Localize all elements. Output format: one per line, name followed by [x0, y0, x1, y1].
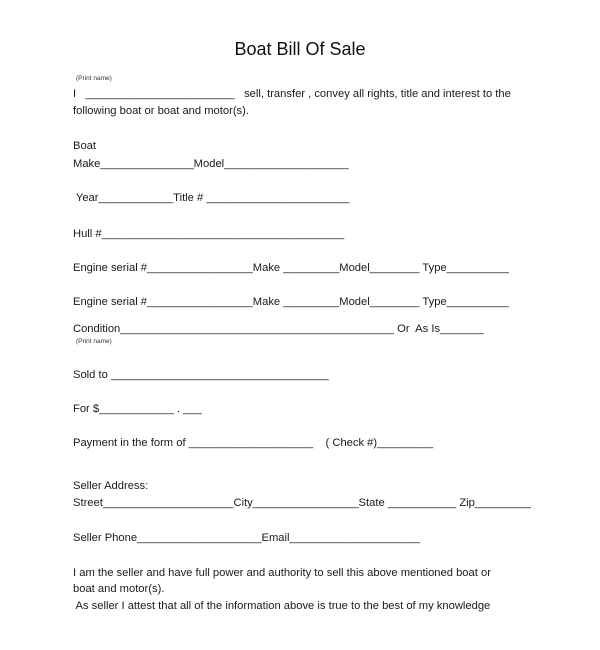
engine-line-1: Engine serial #_________________Make _________Model________ Type__________: [73, 262, 509, 274]
condition-line: Condition____________________________________________ Or As Is_______: [73, 323, 484, 335]
attest-line-2: boat and motor(s).: [73, 583, 165, 595]
payment-line: Payment in the form of ____________________ ( Check #)_________: [73, 437, 434, 449]
attest-line-3: As seller I attest that all of the information above is true to the best of my knowledge: [73, 600, 491, 612]
hull-line: Hull #_______________________________________: [73, 228, 345, 240]
boat-heading: Boat: [73, 140, 97, 152]
address-line: Street_____________________City_________________State ___________ Zip_________: [73, 497, 531, 509]
engine-line-2: Engine serial #_________________Make _________Model________ Type__________: [73, 296, 509, 308]
attest-line-1: I am the seller and have full power and authority to sell this above mentioned boat or: [73, 567, 491, 579]
seller-address-label: Seller Address:: [73, 480, 149, 492]
for-amount-line: For $____________ . ___: [73, 403, 202, 415]
make-model-line: Make_______________Model____________________: [73, 158, 349, 170]
phone-email-line: Seller Phone____________________Email_____________________: [73, 532, 421, 544]
print-name-note: (Print name): [76, 75, 112, 82]
year-title-line: Year____________Title # _______________________: [73, 192, 350, 204]
intro-line-2: following boat or boat and motor(s).: [73, 105, 249, 117]
print-name-note-2: (Print name): [76, 338, 112, 345]
sold-to-line: Sold to ___________________________________: [73, 369, 329, 381]
document-title: Boat Bill Of Sale: [234, 39, 366, 59]
intro-line-1: I ________________________ sell, transfer , convey all rights, title and interest to the: [73, 88, 511, 100]
